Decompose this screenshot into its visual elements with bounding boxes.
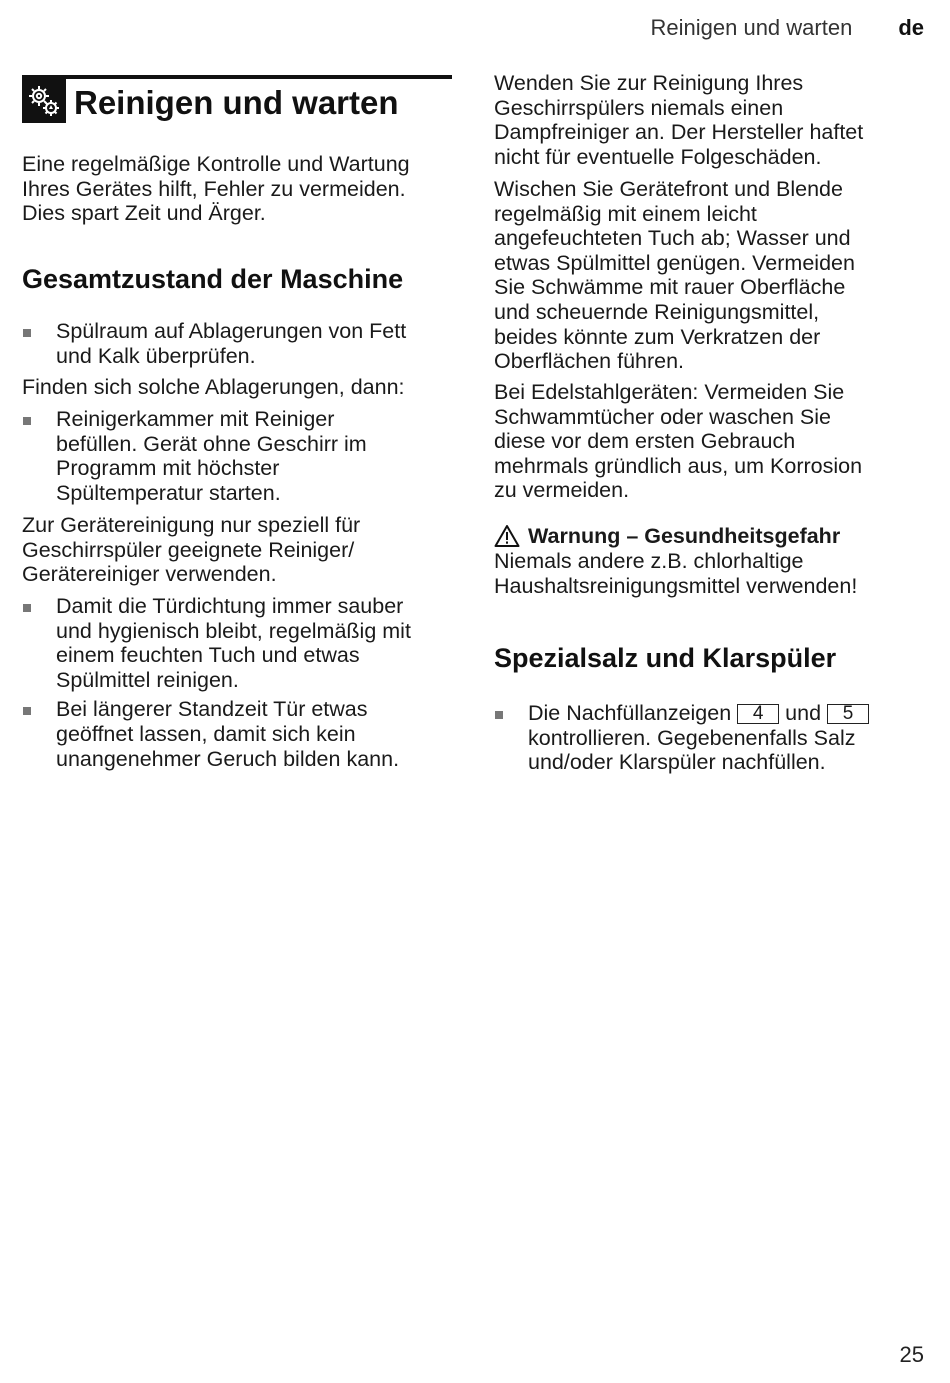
list-item: Spülraum auf Ablagerungen von Fett und Kalk überprüfen. <box>22 319 452 368</box>
page-title: Reinigen und warten <box>74 84 399 121</box>
gear-cleaning-icon <box>22 79 66 123</box>
bullet-square-icon <box>23 604 31 612</box>
list-item: Reinigerkammer mit Reiniger befüllen. Gerät ohne Geschirr im Programm mit höchster Spültemperatur starten. <box>22 407 452 505</box>
indicator-reference-4: 4 <box>737 704 779 724</box>
bullet-square-icon <box>23 707 31 715</box>
paragraph-dampfreiniger: Wenden Sie zur Reinigung Ihres Geschirrspülers niemals einen Dampfreiniger an. Der Hersteller haftet nicht für eventuelle Folgeschäden. <box>494 71 864 169</box>
paragraph-ablagerungen: Finden sich solche Ablagerungen, dann: <box>22 375 405 399</box>
intro-paragraph: Eine regelmäßige Kontrolle und Wartung Ihres Gerätes hilft, Fehler zu vermeiden. Dies spart Zeit und Ärger. <box>22 152 410 226</box>
warning-title: Warnung – Gesundheitsgefahr <box>528 524 841 548</box>
main-title-block <box>22 75 452 121</box>
section-heading-gesamtzustand: Gesamtzustand der Maschine <box>22 264 404 294</box>
warning-text-line: Haushaltsreinigungsmittel verwenden! <box>494 573 858 598</box>
bullet-square-icon <box>23 329 31 337</box>
paragraph-geraetefront: Wischen Sie Gerätefront und Blende regelmäßig mit einem leicht angefeuchteten Tuch ab; Wasser und etwas Spülmittel genügen. Vermeiden Sie Schwämme mit rauer Oberfläche und scheuernde Reinigungsmittel, beides könnte zum Verkratzen der Oberflächen führen. <box>494 177 855 374</box>
paragraph-edelstahl: Bei Edelstahlgeräten: Vermeiden Sie Schwammtücher oder waschen Sie diese vor dem ersten Gebrauch mehrmals gründlich aus, um Korrosion zu vermeiden. <box>494 380 863 503</box>
paragraph-geraetereinigung: Zur Gerätereinigung nur speziell für Geschirrspüler geeignete Reiniger/ Gerätereiniger verwenden. <box>22 513 361 587</box>
indicator-reference-5: 5 <box>827 704 869 724</box>
language-code: de <box>898 15 924 40</box>
bullet-list-salt <box>494 701 924 775</box>
warning-heading <box>494 523 924 549</box>
running-header <box>651 14 925 42</box>
list-item: Die Nachfüllanzeigen 4 und 5 kontrollieren. Gegebenenfalls Salz und/oder Klarspüler nachfüllen. <box>494 701 924 775</box>
bullet-square-icon <box>495 711 503 719</box>
bullet-square-icon <box>23 417 31 425</box>
bullet-list-3 <box>22 594 452 771</box>
section-heading-spezialsalz: Spezialsalz und Klarspüler <box>494 643 837 673</box>
warning-triangle-icon <box>494 524 520 548</box>
list-item: Bei längerer Standzeit Tür etwas geöffnet lassen, damit sich kein unangenehmer Geruch bilden kann. <box>22 697 452 771</box>
warning-text-line: Niemals andere z.B. chlorhaltige <box>494 549 804 573</box>
bullet-list-1 <box>22 319 452 368</box>
list-item: Damit die Türdichtung immer sauber und hygienisch bleibt, regelmäßig mit einem feuchten Tuch und etwas Spülmittel reinigen. <box>22 594 452 692</box>
running-header-section: Reinigen und warten <box>650 15 853 40</box>
bullet-list-2 <box>22 407 452 505</box>
warning-block <box>494 523 924 598</box>
page-number: 25 <box>899 1342 924 1367</box>
